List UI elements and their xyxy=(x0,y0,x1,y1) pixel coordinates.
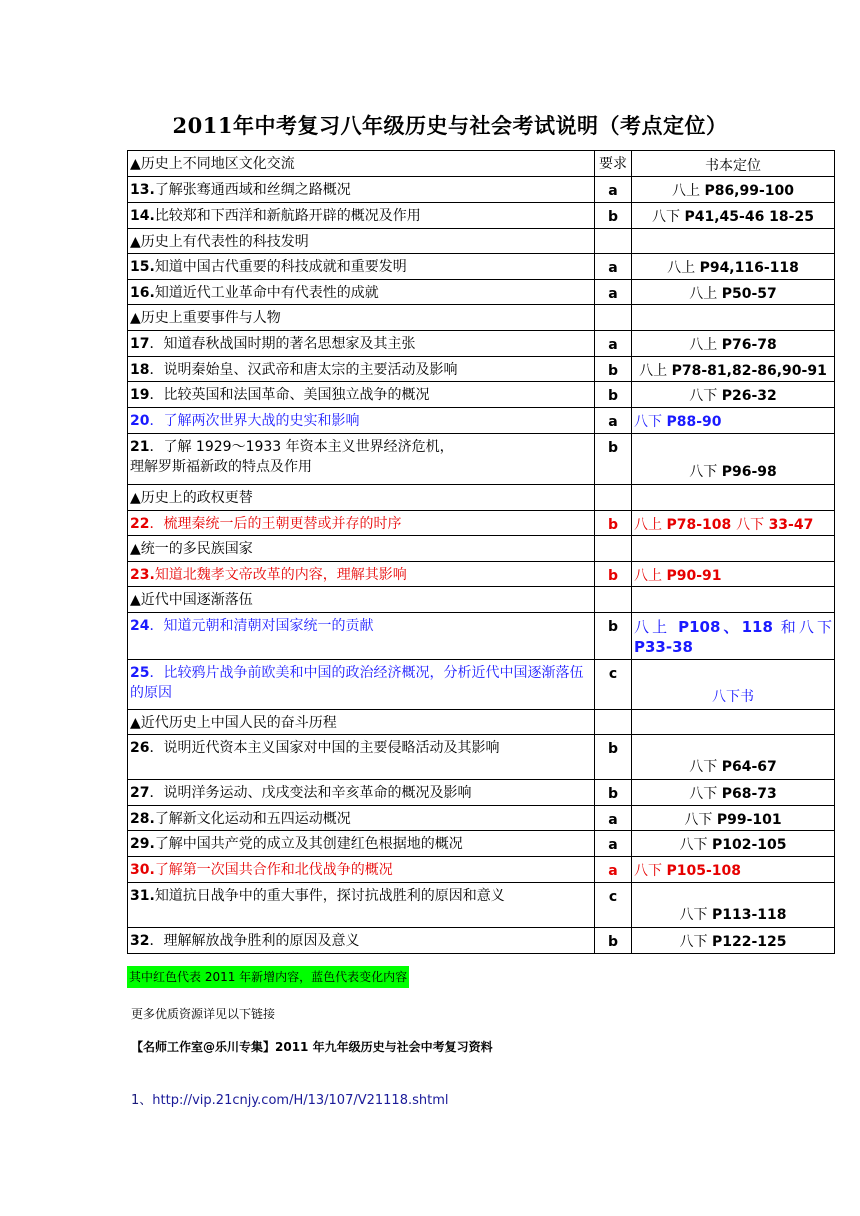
requirement-cell: a xyxy=(595,254,632,280)
topic-number: 32 xyxy=(130,933,150,949)
topic-number: 24 xyxy=(130,618,150,634)
topic-number: 16. xyxy=(130,285,155,301)
topic-cell xyxy=(128,831,595,857)
textbook-location-cell xyxy=(632,735,835,780)
topic-text: ．知道元朝和清朝对国家统一的贡献 xyxy=(149,618,374,634)
textbook-location-cell xyxy=(632,831,835,857)
page-reference: P102-105 xyxy=(711,837,787,853)
volume-label: 八下 xyxy=(652,209,685,225)
requirement-cell: b xyxy=(595,382,632,408)
table-header-row xyxy=(128,151,835,177)
volume-label: 八下 xyxy=(679,934,712,950)
table-row xyxy=(128,280,835,305)
topic-cell xyxy=(128,254,595,280)
topic-text: 了解中国共产党的成立及其创建红色根据地的概况 xyxy=(154,836,463,852)
table-row xyxy=(128,254,835,280)
volume-label: 八上 xyxy=(634,568,667,584)
topic-text: 了解张骞通西域和丝绸之路概况 xyxy=(154,182,351,198)
requirement-cell: a xyxy=(595,857,632,883)
textbook-location-cell xyxy=(632,780,835,806)
textbook-location-cell xyxy=(632,280,835,305)
page-reference: P96-98 xyxy=(721,464,777,480)
textbook-location-cell xyxy=(632,203,835,229)
table-row xyxy=(128,806,835,831)
topic-number: 15. xyxy=(130,259,155,275)
topic-cell xyxy=(128,382,595,408)
header-requirement-cell: 要求 xyxy=(595,151,632,177)
topic-text: ．了解两次世界大战的史实和影响 xyxy=(149,413,360,429)
resource-package-title: 【名师工作室@乐川专集】2011 年九年级历史与社会中考复习资料 xyxy=(131,1040,493,1054)
section-title: ▲统一的多民族国家 xyxy=(128,536,595,562)
volume-label: 八下 xyxy=(679,907,712,923)
topic-number: 17 xyxy=(130,336,150,352)
volume-label: 八下 xyxy=(684,812,717,828)
topic-number: 30. xyxy=(130,862,155,878)
color-legend-note: 其中红色代表 2011 年新增内容，蓝色代表变化内容 xyxy=(127,966,409,988)
topic-cell xyxy=(128,806,595,831)
requirement-cell: b xyxy=(595,203,632,229)
topic-text-line2: 理解罗斯福新政的特点及作用 xyxy=(130,459,312,475)
topic-cell xyxy=(128,357,595,382)
page-reference: P86,99-100 xyxy=(704,183,795,199)
page-reference: P68-73 xyxy=(721,786,777,802)
textbook-location-cell xyxy=(632,660,835,710)
requirement-cell: a xyxy=(595,331,632,357)
topic-text: 知道抗日战争中的重大事件，探讨抗战胜利的原因和意义 xyxy=(154,888,505,904)
topic-number: 20 xyxy=(130,413,150,429)
volume-label: 八下 xyxy=(689,759,722,775)
topic-cell xyxy=(128,928,595,954)
page-reference: P108、118 xyxy=(678,618,773,636)
page-reference: P94,116-118 xyxy=(699,260,799,276)
topic-text: ．说明秦始皇、汉武帝和唐太宗的主要活动及影响 xyxy=(149,362,458,378)
page-reference: P64-67 xyxy=(721,759,777,775)
page-reference: P76-78 xyxy=(721,337,777,353)
page-reference: P122-125 xyxy=(711,934,787,950)
volume-label-2: 八下 xyxy=(736,517,769,533)
page-reference: P50-57 xyxy=(721,286,777,302)
requirement-cell: a xyxy=(595,280,632,305)
textbook-location-cell xyxy=(632,177,835,203)
topic-number: 22 xyxy=(130,516,150,532)
topic-text: ．理解解放战争胜利的原因及意义 xyxy=(149,933,360,949)
topic-cell xyxy=(128,883,595,928)
section-row xyxy=(128,229,835,254)
textbook-location-cell xyxy=(632,408,835,434)
topic-text: 知道近代工业革命中有代表性的成就 xyxy=(154,285,379,301)
volume-label: 八下 xyxy=(689,786,722,802)
section-title: ▲近代中国逐渐落伍 xyxy=(128,587,595,613)
page-reference-2: 33-47 xyxy=(768,517,814,533)
requirement-cell: a xyxy=(595,408,632,434)
section-row xyxy=(128,536,835,562)
topic-cell xyxy=(128,434,595,485)
empty-cell xyxy=(595,587,632,613)
section-row xyxy=(128,587,835,613)
topic-cell xyxy=(128,331,595,357)
table-row xyxy=(128,434,835,485)
topic-cell xyxy=(128,177,595,203)
topic-number: 28. xyxy=(130,811,155,827)
topic-text: 了解新文化运动和五四运动概况 xyxy=(154,811,351,827)
volume-label: 八上 xyxy=(634,517,667,533)
topic-cell xyxy=(128,613,595,660)
resource-link-line xyxy=(131,1089,449,1108)
topic-number: 26 xyxy=(130,740,150,756)
header-section-cell: ▲历史上不同地区文化交流 xyxy=(128,151,595,177)
resource-link[interactable]: http://vip.21cnjy.com/H/13/107/V21118.shtml xyxy=(152,1093,449,1108)
volume-label: 八下 xyxy=(679,837,712,853)
volume-label: 八下 xyxy=(689,464,722,480)
requirement-cell: a xyxy=(595,806,632,831)
requirement-cell: b xyxy=(595,780,632,806)
link-index: 1、 xyxy=(131,1093,153,1108)
table-row xyxy=(128,562,835,587)
textbook-location-cell xyxy=(632,357,835,382)
section-row xyxy=(128,485,835,511)
textbook-location-cell xyxy=(632,806,835,831)
requirement-cell: b xyxy=(595,613,632,660)
section-title: ▲历史上的政权更替 xyxy=(128,485,595,511)
page-reference: P113-118 xyxy=(711,907,787,923)
table-row xyxy=(128,177,835,203)
table-row xyxy=(128,883,835,928)
topic-cell xyxy=(128,857,595,883)
section-title: ▲近代历史上中国人民的奋斗历程 xyxy=(128,710,595,735)
topic-text: ．说明洋务运动、戊戌变法和辛亥革命的概况及影响 xyxy=(149,785,472,801)
topic-number: 14. xyxy=(130,208,155,224)
requirement-cell: a xyxy=(595,177,632,203)
textbook-location-cell xyxy=(632,883,835,928)
topic-cell xyxy=(128,780,595,806)
topic-text: 知道北魏孝文帝改革的内容，理解其影响 xyxy=(154,567,407,583)
table-row xyxy=(128,331,835,357)
volume-label: 八下 xyxy=(634,414,667,430)
section-row xyxy=(128,305,835,331)
topic-text: ．知道春秋战国时期的著名思想家及其主张 xyxy=(149,336,416,352)
table-row xyxy=(128,511,835,536)
topic-text: ．了解 1929～1933 年资本主义世界经济危机， xyxy=(149,439,454,455)
table-row xyxy=(128,203,835,229)
page-reference: P105-108 xyxy=(666,863,741,879)
volume-label: 八上 xyxy=(689,286,722,302)
empty-cell xyxy=(595,710,632,735)
topic-text: 比较郑和下西洋和新航路开辟的概况及作用 xyxy=(154,208,421,224)
volume-label: 八上 xyxy=(639,363,672,379)
empty-cell xyxy=(595,229,632,254)
page-reference: P88-90 xyxy=(666,414,722,430)
empty-cell xyxy=(595,305,632,331)
section-row xyxy=(128,710,835,735)
textbook-location-cell xyxy=(632,928,835,954)
topic-number: 19 xyxy=(130,387,150,403)
header-location-cell: 书本定位 xyxy=(632,151,835,177)
volume-label-2: 和八下 xyxy=(772,618,832,636)
topic-cell xyxy=(128,511,595,536)
section-title: ▲历史上重要事件与人物 xyxy=(128,305,595,331)
table-row xyxy=(128,613,835,660)
requirement-cell: b xyxy=(595,357,632,382)
empty-cell xyxy=(632,710,835,735)
page-reference: P41,45-46 18-25 xyxy=(684,209,814,225)
topic-text: ．比较鸦片战争前欧美和中国的政治经济概况，分析近代中国逐渐落伍的原因 xyxy=(130,665,584,701)
page-reference: P78-81,82-86,90-91 xyxy=(671,363,827,379)
volume-label: 八下 xyxy=(634,863,667,879)
topic-cell xyxy=(128,562,595,587)
topic-cell xyxy=(128,203,595,229)
topic-text: ．比较英国和法国革命、美国独立战争的概况 xyxy=(149,387,430,403)
page-reference-2: P33-38 xyxy=(634,638,693,656)
more-resources-text: 更多优质资源详见以下链接 xyxy=(131,1007,276,1021)
topic-number: 25 xyxy=(130,665,150,681)
topic-number: 21 xyxy=(130,439,150,455)
topic-text: ．梳理秦统一后的王朝更替或并存的时序 xyxy=(149,516,402,532)
empty-cell xyxy=(632,536,835,562)
topic-number: 13. xyxy=(130,182,155,198)
topic-number: 31. xyxy=(130,888,155,904)
section-title: ▲历史上有代表性的科技发明 xyxy=(128,229,595,254)
empty-cell xyxy=(595,485,632,511)
empty-cell xyxy=(632,305,835,331)
table-row xyxy=(128,660,835,710)
requirement-cell: b xyxy=(595,735,632,780)
textbook-location-cell xyxy=(632,331,835,357)
topic-number: 29. xyxy=(130,836,155,852)
topic-number: 27 xyxy=(130,785,150,801)
table-row xyxy=(128,408,835,434)
requirement-cell: c xyxy=(595,883,632,928)
empty-cell xyxy=(632,229,835,254)
textbook-location-cell xyxy=(632,857,835,883)
empty-cell xyxy=(595,536,632,562)
topic-text: 了解第一次国共合作和北伐战争的概况 xyxy=(154,862,393,878)
textbook-location-cell xyxy=(632,562,835,587)
empty-cell xyxy=(632,485,835,511)
requirement-cell: b xyxy=(595,511,632,536)
table-row xyxy=(128,382,835,408)
topic-cell xyxy=(128,735,595,780)
page-reference: P26-32 xyxy=(721,388,777,404)
textbook-location-cell xyxy=(632,382,835,408)
topic-number: 18 xyxy=(130,362,150,378)
page-reference: P99-101 xyxy=(716,812,782,828)
textbook-location-cell xyxy=(632,613,835,660)
table-row xyxy=(128,857,835,883)
empty-cell xyxy=(632,587,835,613)
table-row xyxy=(128,928,835,954)
requirement-cell: c xyxy=(595,660,632,710)
page-reference: P78-108 xyxy=(666,517,737,533)
textbook-location-cell xyxy=(632,254,835,280)
topic-cell xyxy=(128,660,595,710)
table-row xyxy=(128,831,835,857)
page-reference: P90-91 xyxy=(666,568,722,584)
volume-label: 八上 xyxy=(689,337,722,353)
textbook-location-cell xyxy=(632,511,835,536)
volume-label: 八下书 xyxy=(712,689,754,705)
table-row xyxy=(128,357,835,382)
page-title: 2011年中考复习八年级历史与社会考试说明（考点定位） xyxy=(172,113,728,138)
textbook-location-cell xyxy=(632,434,835,485)
requirement-cell: a xyxy=(595,831,632,857)
topic-cell xyxy=(128,280,595,305)
volume-label: 八上 xyxy=(671,183,705,199)
topic-text: ．说明近代资本主义国家对中国的主要侵略活动及其影响 xyxy=(149,740,500,756)
requirement-cell: b xyxy=(595,562,632,587)
volume-label: 八上 xyxy=(634,618,679,636)
requirement-cell: b xyxy=(595,928,632,954)
volume-label: 八上 xyxy=(667,260,700,276)
volume-label: 八下 xyxy=(689,388,722,404)
requirement-cell: b xyxy=(595,434,632,485)
topic-number: 23. xyxy=(130,567,155,583)
exam-outline-table xyxy=(127,150,835,954)
topic-text: 知道中国古代重要的科技成就和重要发明 xyxy=(154,259,407,275)
topic-cell xyxy=(128,408,595,434)
table-row xyxy=(128,780,835,806)
table-row xyxy=(128,735,835,780)
